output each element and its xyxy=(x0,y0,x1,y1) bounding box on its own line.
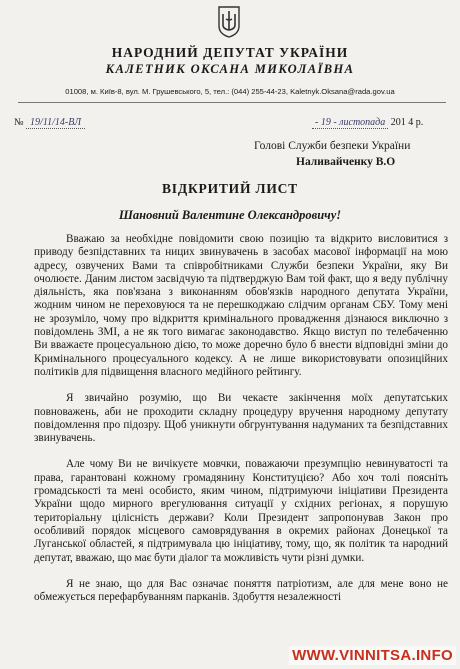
letterhead-name: КАЛЕТНИК ОКСАНА МИКОЛАЇВНА xyxy=(105,62,355,76)
letterhead-divider xyxy=(18,102,446,103)
letter-paragraph: Я не знаю, що для Вас означає поняття патріотизм, але для мене воно не обмежується перефарбуванням парканів. Здобуття незалежності xyxy=(34,577,448,604)
letter-date-suffix: р. xyxy=(415,117,424,128)
addressee-name: Наливайченку В.О xyxy=(296,156,396,168)
letter-paragraph: Але чому Ви не вичікуєте мовчки, поважаючи презумпцію невинуватості та права, гарантовані кожному громадянину Конституцією? Або хоч толі поясніть громадськості та мені особисто, яким чином, підтримуючи ініціативи Президента України щодо мирного врегулювання ситуації у східних регіонах, я порушую територіальну цілісність держави? Коли Президент запропонував Закон про особливий порядок місцевого самоврядування в окремих районах Донецької та Луганської областей, я підтримувала цю ініціативу, тому, що, як політик та народний депутат, вважаю, що має бути діалог та можливість чути різні думки. xyxy=(34,458,448,564)
letter-date xyxy=(312,117,423,128)
registration-number xyxy=(14,117,85,128)
letter-date-year: 201 4 xyxy=(390,117,414,128)
letter-salutation: Шановний Валентине Олександровичу! xyxy=(118,208,342,222)
addressee-position: Голові Служби безпеки України xyxy=(254,140,411,152)
site-watermark: WWW.VINNITSA.INFO xyxy=(289,646,456,665)
letter-title: ВІДКРИТИЙ ЛИСТ xyxy=(162,181,298,196)
tryzub-coat-of-arms-icon xyxy=(218,6,240,38)
letter-date-value: - 19 - листопада xyxy=(312,117,388,129)
registration-number-value: 19/11/14-ВЛ xyxy=(26,117,85,129)
letter-paragraph: Вважаю за необхідне повідомити свою позицію та відкрито висловитися з приводу безпідставних та ницих звинувачень в засобах масової інформації на мою адресу, озвучених Вами та співробітниками Служби безпеки України, яку Ви очолюєте. Даним листом засвідчую та підтверджую Вам той факт, що я веду публічну діяльність, яка пов'язана з виконанням обов'язків народного депутата України, жодним чином не переховуюся та не перешкоджаю слідчим органам СБУ. Тому мені не зрозуміло, чому про відкриття кримінального провадження дізнаюся виключно з повідомлень ЗМІ, а не як того вимагає законодавство. Якщо виступ по телебаченню Ви вважаєте процесуальною дією, то може доречно було б внести відповідні зміни до Кримінального процесуального кодексу. А не лише використовувати опозиційних політиків для підвищення власного медійного рейтингу. xyxy=(34,233,448,378)
letterhead-title: НАРОДНИЙ ДЕПУТАТ УКРАЇНИ xyxy=(111,45,349,60)
letter-body xyxy=(34,233,448,617)
letter-paragraph: Я звичайно розумію, що Ви чекаєте закінчення моїх депутатських повноважень, аби не проходити складну процедуру вручення народному депутату повідомлення про підозру. Щоб уникнути обгрунтування надуманих та безпідставних звинувачень. xyxy=(34,392,448,445)
letterhead-contact: 01008, м. Київ-8, вул. М. Грушевського, 5, тел.: (044) 255-44-23, Kaletnyk.Oksana@rada.gov.ua xyxy=(65,87,395,96)
registration-number-prefix: № xyxy=(14,117,24,128)
